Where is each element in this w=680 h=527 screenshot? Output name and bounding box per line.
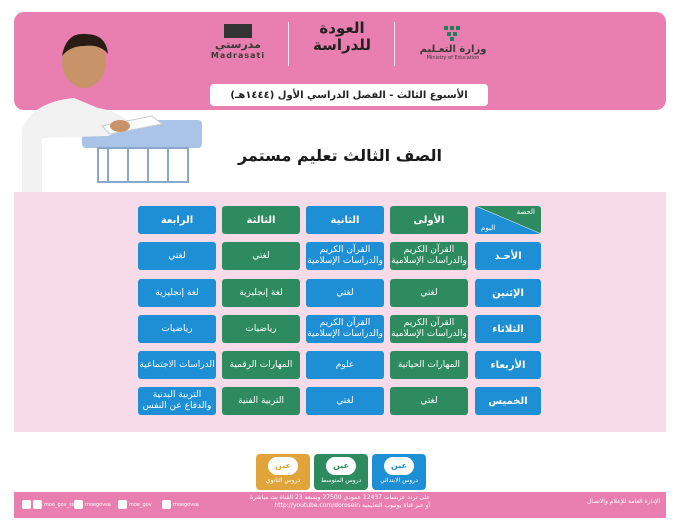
schedule-cell: لغتي: [390, 279, 468, 307]
madrasati-english: Madrasati: [210, 51, 266, 60]
ministry-name: وزارة التعـليم: [419, 44, 487, 55]
twitter-icon: [22, 500, 31, 509]
ain-logo: عين: [268, 457, 298, 475]
schedule-cell: لغة إنجليزية: [138, 279, 216, 307]
schedule-cell: الدراسات الاجتماعية: [138, 351, 216, 379]
back-to-school-logo: [302, 20, 382, 54]
back-line-2: للدراسة: [312, 36, 372, 54]
ain-label: دروس المتوسط: [320, 477, 362, 484]
schedule-cell: رياضيات: [138, 315, 216, 343]
schedule-cell: رياضيات: [222, 315, 300, 343]
social-handle-text: moe_gov_sa: [44, 501, 75, 508]
schedule-cell: لغتي: [138, 242, 216, 270]
schedule-cell: لغتي: [390, 387, 468, 415]
instagram-icon: [33, 500, 42, 509]
schedule-cell: المهارات الحياتية: [390, 351, 468, 379]
grade-title: الصف الثالث تعليم مستمر: [237, 146, 443, 165]
day-label: الخميس: [475, 387, 541, 415]
ain-badge-secondary[interactable]: [256, 454, 310, 490]
schedule-cell: التربية البدنية والدفاع عن النفس: [138, 387, 216, 415]
media-dept-logo: الإدارة العامة للإعلام والاتصال: [586, 498, 660, 505]
social-handle-a[interactable]: [162, 500, 199, 509]
social-handle-c[interactable]: [74, 500, 111, 509]
student-illustration: [12, 20, 202, 192]
social-handle-text: moegovsa: [85, 501, 111, 508]
social-account-icon: [162, 500, 171, 509]
ain-label: دروس الثانوي: [265, 477, 301, 484]
schedule-cell: علوم: [306, 351, 384, 379]
schedule-cell: لغة إنجليزية: [222, 279, 300, 307]
footer-broadcast-info: [250, 494, 430, 510]
ain-logo: عين: [384, 457, 414, 475]
ain-badge-intermediate[interactable]: [314, 454, 368, 490]
madrasati-icon: [224, 24, 252, 38]
footer-line-2[interactable]: أو عبر قناة يوتيوب التعليمية http://youtube.com/dorosein: [274, 502, 430, 509]
madrasati-arabic: مدرستي: [215, 38, 261, 51]
header-divider: [394, 22, 395, 66]
day-label: الأربعاء: [475, 351, 541, 379]
period-header: الأولى: [390, 206, 468, 234]
social-handle-text: moegovsa: [173, 501, 199, 508]
schedule-cell: القرآن الكريم والدراسات الإسلامية: [306, 242, 384, 270]
week-label: الأسبوع الثالث - الفصل الدراسي الأول (١٤٤٤هـ): [210, 84, 488, 106]
social-handle-b[interactable]: [118, 500, 152, 509]
period-header: الثالثة: [222, 206, 300, 234]
corner-day-label: اليوم: [481, 224, 496, 232]
period-header: الثانية: [306, 206, 384, 234]
schedule-cell: القرآن الكريم والدراسات الإسلامية: [390, 242, 468, 270]
back-line-1: العودة: [319, 19, 365, 37]
schedule-cell: لغتي: [306, 279, 384, 307]
ain-label: دروس الابتدائي: [380, 477, 418, 484]
ain-logo: عين: [326, 457, 356, 475]
schedule-cell: القرآن الكريم والدراسات الإسلامية: [306, 315, 384, 343]
schedule-cell: القرآن الكريم والدراسات الإسلامية: [390, 315, 468, 343]
snapchat-icon: [118, 500, 127, 509]
ministry-logo: [408, 24, 498, 61]
social-handle-d[interactable]: [22, 500, 75, 509]
ministry-emblem-icon: [442, 24, 464, 42]
schedule-cell: المهارات الرقمية: [222, 351, 300, 379]
schedule-cell: لغتي: [222, 242, 300, 270]
schedule-cell: التربية الفنية: [222, 387, 300, 415]
day-label: الأحـد: [475, 242, 541, 270]
madrasati-logo: [208, 24, 268, 60]
day-label: الإثنين: [475, 279, 541, 307]
facebook-icon: [74, 500, 83, 509]
period-header: الرابعة: [138, 206, 216, 234]
schedule-cell: لغتي: [306, 387, 384, 415]
ain-badge-primary[interactable]: [372, 454, 426, 490]
day-label: الثلاثاء: [475, 315, 541, 343]
footer-line-1: على تردد عربسات 12437 عمودي 27500 وبسعة 23 القناة بث مباشرة: [250, 494, 430, 501]
table-corner-header: [475, 206, 541, 234]
ministry-subtitle: Ministry of Education: [426, 55, 480, 61]
corner-period-label: الحصة: [516, 208, 535, 216]
header-divider: [288, 22, 289, 66]
social-handle-text: moe_gov: [129, 501, 152, 508]
